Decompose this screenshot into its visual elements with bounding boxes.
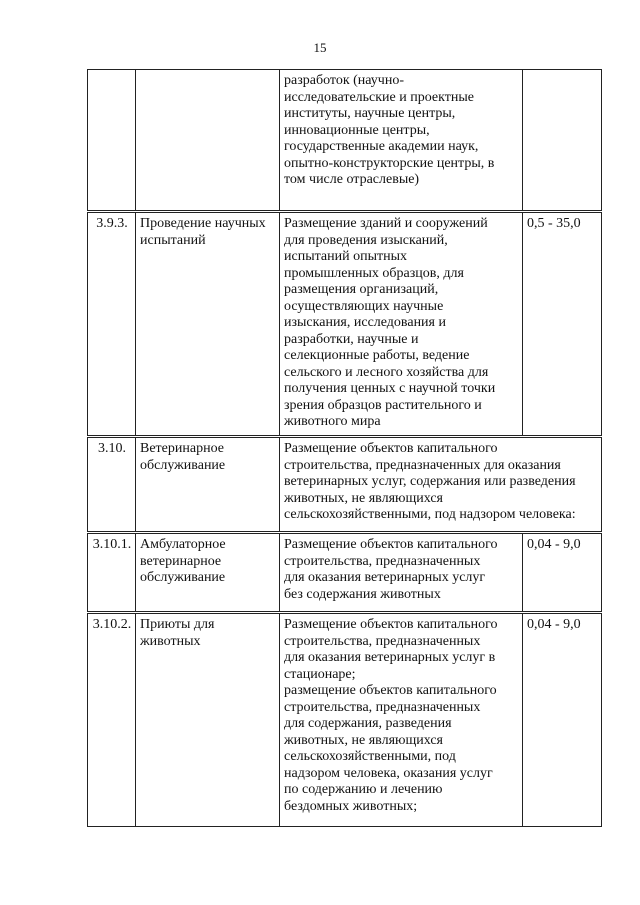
name-line: Проведение научных: [140, 216, 266, 231]
name-line: обслуживание: [140, 457, 226, 473]
description-line: животного мира: [284, 414, 381, 429]
row-param: [523, 70, 602, 212]
description-line: бездомных животных;: [284, 798, 418, 814]
table-row: [88, 70, 602, 212]
row-code: 3.9.3.: [88, 212, 136, 437]
description-line: изыскания, исследования и: [284, 315, 446, 330]
row-description: [280, 613, 523, 827]
row-code: 3.10.: [88, 437, 136, 533]
description-line: строительства, предназначенных: [284, 553, 481, 569]
description-line: институты, научные центры,: [284, 106, 456, 121]
description-line: разработки, научные и: [284, 331, 419, 347]
description-line: строительства, предназначенных: [284, 633, 481, 649]
name-line: Амбулаторное: [140, 537, 226, 552]
description-line: животных, не являющихся: [284, 732, 443, 748]
description-line: промышленных образцов, для: [284, 265, 464, 281]
description-line: для оказания ветеринарных услуг в: [284, 650, 496, 665]
table-row: [88, 212, 602, 437]
description-line: размещение объектов капитального: [284, 683, 497, 698]
row-param: 0,04 - 9,0: [523, 533, 602, 613]
table-row: [88, 533, 602, 613]
row-code: 3.10.1.: [88, 533, 136, 613]
description-line: исследовательские и проектные: [284, 89, 474, 105]
table-row: [88, 437, 602, 533]
table-row: [88, 613, 602, 827]
row-code: [88, 70, 136, 212]
row-code: 3.10.2.: [88, 613, 136, 827]
description-line: животных, не являющихся: [284, 490, 443, 506]
description-line: стационаре;: [284, 666, 356, 682]
row-description: [280, 212, 523, 437]
description-line: государственные академии наук,: [284, 139, 479, 154]
land-use-table: [87, 69, 602, 827]
row-description: [280, 437, 602, 533]
name-line: Приюты для: [140, 617, 215, 632]
description-line: селекционные работы, ведение: [284, 348, 470, 363]
description-line: по содержанию и лечению: [284, 782, 443, 797]
row-name: [136, 437, 280, 533]
name-line: Ветеринарное: [140, 441, 224, 456]
description-line: размещения организаций,: [284, 282, 439, 297]
description-line: надзором человека, оказания услуг: [284, 765, 493, 781]
row-description: [280, 70, 523, 212]
description-line: инновационные центры,: [284, 122, 430, 138]
description-line: испытаний опытных: [284, 249, 407, 264]
name-line: испытаний: [140, 232, 206, 248]
description-line: Размещение объектов капитального: [284, 441, 498, 456]
description-line: для содержания, разведения: [284, 716, 452, 731]
row-name: [136, 613, 280, 827]
description-line: Размещение объектов капитального: [284, 537, 498, 552]
description-line: строительства, предназначенных для оказания: [284, 457, 561, 473]
description-line: разработок (научно-: [284, 73, 404, 88]
row-name: [136, 533, 280, 613]
page-number: 15: [313, 40, 327, 55]
description-line: строительства, предназначенных: [284, 699, 481, 715]
name-line: обслуживание: [140, 570, 226, 585]
row-description: [280, 533, 523, 613]
description-line: для проведения изысканий,: [284, 232, 448, 248]
description-line: опытно-конструкторские центры, в: [284, 155, 495, 171]
description-line: том числе отраслевые): [284, 172, 420, 187]
description-line: Размещение объектов капитального: [284, 617, 498, 632]
description-line: для оказания ветеринарных услуг: [284, 570, 486, 585]
description-line: получения ценных с научной точки: [284, 381, 496, 396]
name-line: животных: [140, 633, 201, 649]
row-param: 0,5 - 35,0: [523, 212, 602, 437]
row-name: [136, 212, 280, 437]
row-param: 0,04 - 9,0: [523, 613, 602, 827]
description-line: сельскохозяйственными, под: [284, 749, 456, 764]
description-line: Размещение зданий и сооружений: [284, 216, 488, 231]
description-line: зрения образцов растительного и: [284, 397, 482, 413]
description-line: сельскохозяйственными, под надзором человека:: [284, 507, 576, 522]
description-line: сельского и лесного хозяйства для: [284, 364, 489, 380]
row-name: [136, 70, 280, 212]
description-line: осуществляющих научные: [284, 298, 444, 314]
description-line: без содержания животных: [284, 586, 441, 602]
description-line: ветеринарных услуг, содержания или разведения: [284, 474, 576, 489]
name-line: ветеринарное: [140, 553, 222, 569]
